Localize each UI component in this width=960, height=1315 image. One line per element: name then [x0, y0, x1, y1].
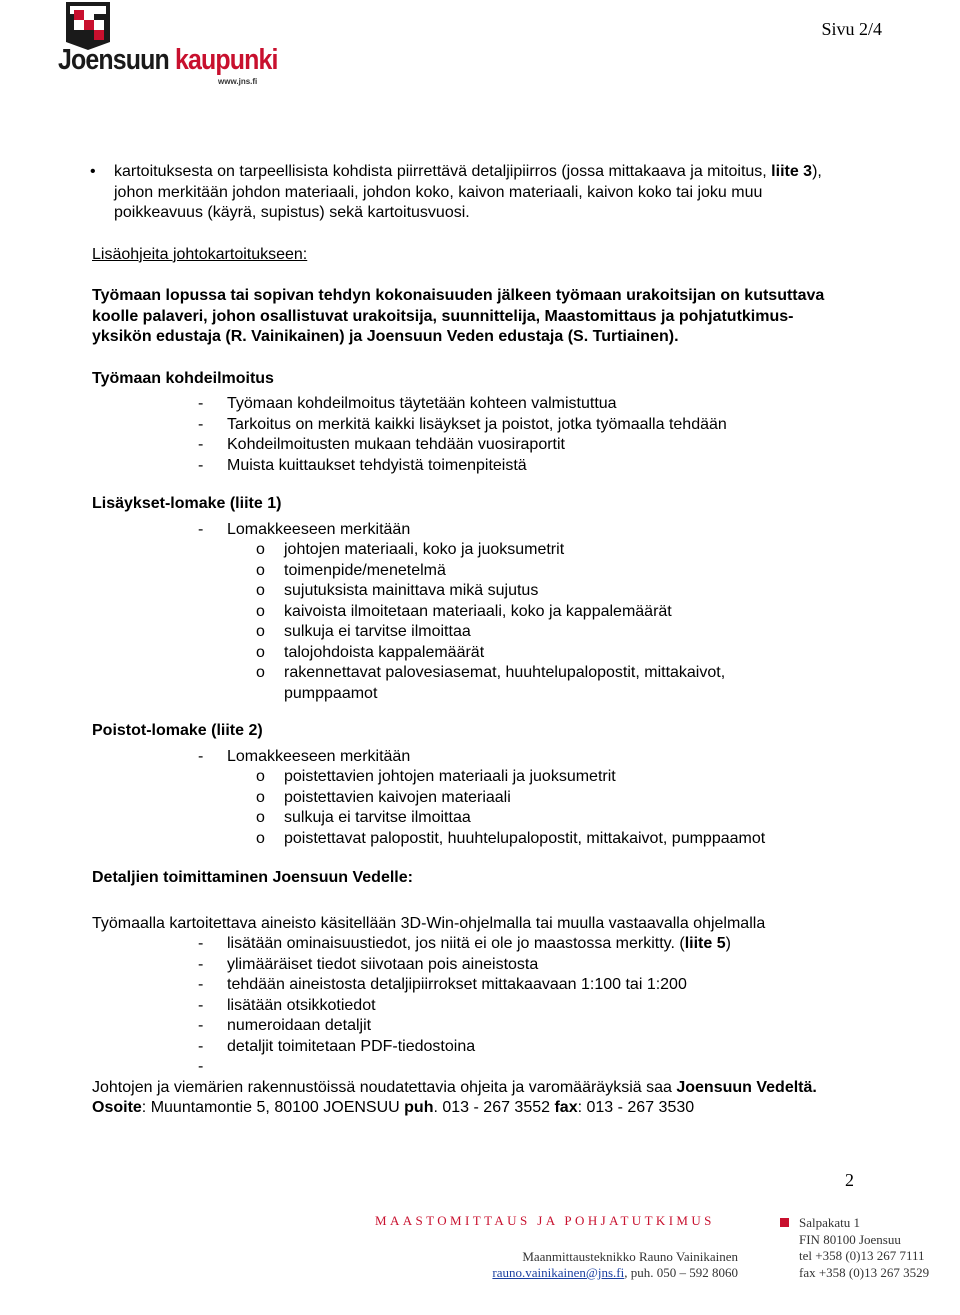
list-item: [92, 415, 852, 436]
list-item: [92, 808, 852, 829]
list-item-text: Tarkoitus on merkitä kaikki lisäykset ja poistot, jotka työmaalla tehdään: [227, 415, 727, 433]
list-item-text: ylimääräiset tiedot siivotaan pois aineistosta: [227, 955, 539, 973]
dash-marker: -: [198, 415, 204, 433]
dash-marker: -: [198, 976, 204, 993]
intro-bullet: [92, 162, 852, 224]
page-number: 2: [845, 1170, 854, 1190]
city-logo: [58, 2, 278, 86]
closing-text-c: . 013 - 267 3552: [433, 1099, 555, 1116]
poistot-list: [92, 747, 852, 850]
list-item-text: poistettavat palopostit, huuhtelupalopostit, mittakaivot, pumppaamot: [284, 829, 766, 847]
circle-marker: o: [256, 582, 265, 599]
dash-marker: -: [198, 996, 204, 1014]
list-item-text: tehdään aineistosta detaljipiirrokset mittakaavaan 1:100 tai 1:200: [227, 976, 687, 993]
lisaykset-list: [92, 520, 852, 705]
dash-marker: -: [198, 747, 204, 765]
circle-marker: o: [256, 809, 265, 826]
list-item-text: sujutuksista mainittava mikä sujutus: [284, 582, 539, 599]
lisaohjeita-body: Työmaan lopussa tai sopivan tehdyn kokonaisuuden jälkeen työmaan urakoitsijan on kutsuttava koolle palaveri, johon osallistuvat urakoitsija, suunnittelija, Maastomittaus ja pohjatutkimus-yksikön edustaja (R. Vainikainen) ja Joensuun Veden edustaja (S. Turtiainen).: [92, 287, 825, 345]
circle-marker: o: [256, 768, 265, 785]
list-item: [92, 934, 852, 955]
list-item-text: sulkuja ei tarvitse ilmoittaa: [284, 623, 471, 640]
list-item-text: Muista kuittaukset tehdyistä toimenpiteistä: [227, 456, 527, 474]
circle-marker: o: [256, 561, 265, 579]
list-item: [92, 456, 852, 477]
list-item-text: toimenpide/menetelmä: [284, 561, 446, 579]
list-item-text: poistettavien kaivojen materiaali: [284, 788, 511, 806]
list-item: [92, 1057, 852, 1078]
list-item: [92, 561, 852, 582]
intro-text-a: kartoituksesta on tarpeellisista kohdista piirrettävä detaljipiirros (jossa mittakaava ja mitoitus,: [114, 163, 772, 180]
closing-text-b: : Muuntamontie 5, 80100 JOENSUU: [141, 1099, 405, 1116]
dash-marker: -: [198, 955, 204, 973]
list-item-text: Lomakkeeseen merkitään: [227, 747, 411, 765]
list-item: [92, 788, 852, 809]
list-item: [92, 520, 852, 541]
list-item-text: rakennettavat palovesiasemat, huuhtelupalopostit, mittakaivot, pumppaamot: [284, 664, 726, 702]
detaljien-list: [92, 934, 852, 1078]
list-item: [92, 1016, 852, 1037]
logo-url: www.jns.fi: [218, 77, 258, 86]
list-item-text: johtojen materiaali, koko ja juoksumetrit: [284, 541, 565, 558]
footer-address-line: tel +358 (0)13 267 7111: [799, 1248, 925, 1263]
list-item: [92, 829, 852, 850]
list-item: [92, 622, 852, 643]
footer-email-link[interactable]: rauno.vainikainen@jns.fi: [492, 1265, 625, 1280]
footer-address-line: fax +358 (0)13 267 3529: [799, 1264, 930, 1280]
footer-phone: , puh. 050 – 592 8060: [624, 1265, 738, 1280]
dash-marker: -: [198, 395, 204, 412]
circle-marker: o: [256, 643, 265, 661]
list-item-text: talojohdoista kappalemäärät: [284, 643, 485, 661]
list-item-text: detaljit toimitetaan PDF-tiedostoina: [227, 1037, 476, 1055]
circle-marker: o: [256, 541, 265, 558]
dash-marker: -: [198, 1037, 204, 1055]
list-item: [92, 602, 852, 623]
closing-paragraph: [92, 1078, 852, 1119]
list-item-text-end: ): [725, 935, 731, 952]
footer-address-text: Salpakatu 1: [799, 1215, 861, 1230]
closing-text-d: : 013 - 267 3530: [577, 1099, 695, 1116]
list-item: [92, 643, 852, 664]
lisaykset-heading: Lisäykset-lomake (liite 1): [92, 495, 282, 512]
list-item-text: numeroidaan detaljit: [227, 1017, 372, 1034]
logo-city: Joensuun: [58, 44, 169, 76]
list-item: [92, 996, 852, 1017]
list-item-text: Kohdeilmoitusten mukaan tehdään vuosiraportit: [227, 436, 565, 453]
lisaohjeita-heading: Lisäohjeita johtokartoitukseen:: [92, 245, 308, 263]
list-item-text: sulkuja ei tarvitse ilmoittaa: [284, 809, 471, 826]
circle-marker: o: [256, 788, 265, 806]
list-item-text: poistettavien johtojen materiaali ja juoksumetrit: [284, 768, 616, 785]
footer-department: MAASTOMITTAUS JA POHJATUTKIMUS: [375, 1213, 715, 1228]
list-item: [92, 663, 784, 704]
footer-address-line: FIN 80100 Joensuu: [799, 1231, 901, 1247]
closing-bold-b: puh: [404, 1099, 434, 1116]
closing-bold-a: Joensuun Vedeltä. Osoite: [92, 1078, 817, 1116]
dash-marker: -: [198, 1017, 204, 1034]
dash-marker: -: [198, 520, 204, 538]
list-item: [92, 394, 852, 415]
red-square-icon: [780, 1218, 789, 1227]
intro-bold: liite 3: [771, 163, 813, 180]
dash-marker: -: [198, 456, 204, 474]
footer-address: [780, 1215, 929, 1281]
list-item: [92, 747, 852, 768]
poistot-heading: [92, 721, 852, 742]
list-item-text: Lomakkeeseen merkitään: [227, 520, 411, 538]
list-item: [92, 975, 852, 996]
list-item-text: kaivoista ilmoitetaan materiaali, koko ja kappalemäärät: [284, 602, 672, 620]
detaljien-heading: Detaljien toimittaminen Joensuun Vedelle:: [92, 869, 413, 886]
list-item: [92, 767, 852, 788]
list-item-bold: liite 5: [684, 935, 726, 952]
logo-word: kaupunki: [174, 44, 278, 76]
dash-marker: -: [198, 436, 204, 453]
document-body: [92, 162, 852, 1119]
list-item: [92, 435, 852, 456]
dash-marker: -: [198, 935, 204, 952]
list-item: [92, 540, 852, 561]
closing-text-a: Johtojen ja viemärien rakennustöissä noudatettavia ohjeita ja varomääräyksiä saa: [92, 1078, 677, 1096]
footer-contact-line: [490, 1265, 738, 1281]
logo-wordmark: [58, 44, 278, 77]
dash-marker: -: [198, 1058, 204, 1075]
list-item: [92, 955, 852, 976]
footer-person-name: Maanmittausteknikko Rauno Vainikainen: [522, 1249, 738, 1264]
footer-address-line: [780, 1215, 929, 1232]
kohdeilmoitus-list: [92, 394, 852, 476]
poistot-heading-text: Poistot-lomake (liite 2): [92, 722, 263, 739]
circle-marker: o: [256, 602, 265, 620]
kohdeilmoitus-heading: Työmaan kohdeilmoitus: [92, 369, 274, 387]
closing-bold-c: fax: [554, 1099, 578, 1116]
circle-marker: o: [256, 664, 265, 681]
list-item-text: lisätään ominaisuustiedot, jos niitä ei ole jo maastossa merkitty. (: [227, 935, 685, 952]
footer-contact-person: [490, 1249, 738, 1281]
circle-marker: o: [256, 623, 265, 640]
intro-text-b: ), johon merkitään johdon materiaali, johdon koko, kaivon materiaali, kaivon koko tai joku muu poikkeavuus (käyrä, supistus) sekä kartoitusvuosi.: [114, 163, 822, 221]
city-emblem-icon: [66, 2, 110, 50]
detaljien-intro: Työmaalla kartoitettava aineisto käsitellään 3D-Win-ohjelmalla tai muulla vastaavalla ohjelmalla: [92, 914, 766, 932]
list-item-text: Työmaan kohdeilmoitus täytetään kohteen valmistuttua: [227, 395, 617, 412]
circle-marker: o: [256, 829, 265, 847]
list-item: [92, 1037, 852, 1058]
list-item-text: lisätään otsikkotiedot: [227, 996, 376, 1014]
page-indicator: Sivu 2/4: [821, 19, 882, 39]
list-item: [92, 581, 852, 602]
